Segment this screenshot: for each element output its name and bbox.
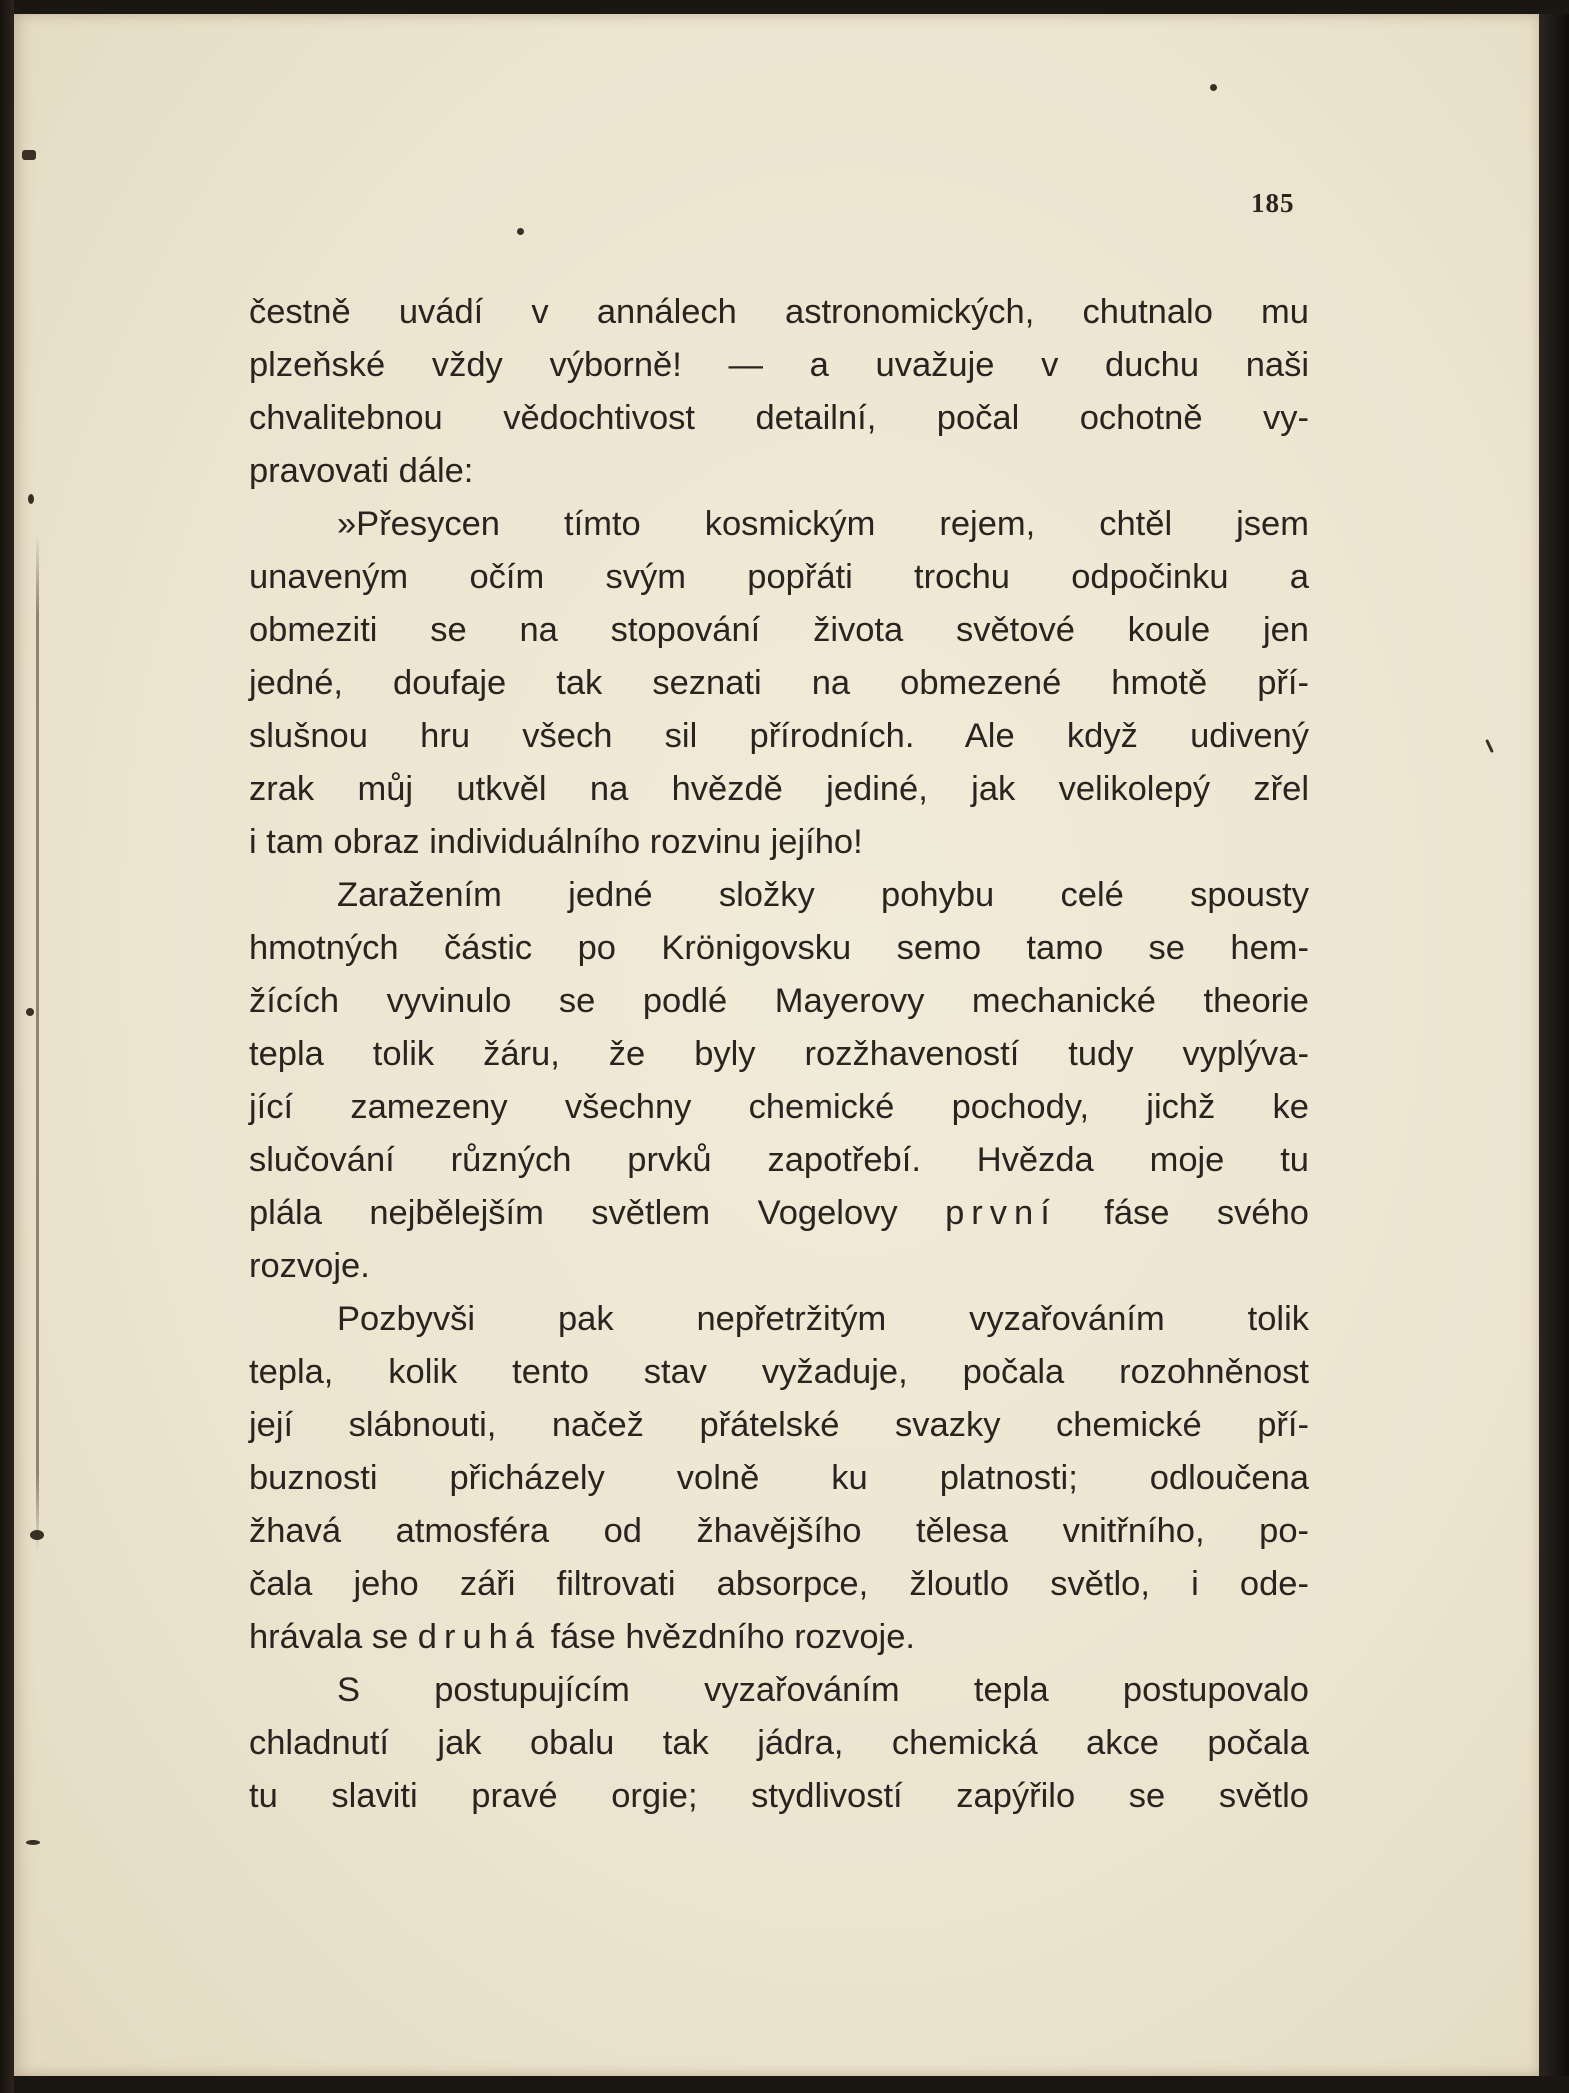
paragraph-start-line: S postupujícím vyzařováním tepla postupovalo <box>337 1671 1309 1709</box>
page-right-edge <box>1539 14 1569 2076</box>
text-line: chvalitebnou vědochtivost detailní, počal ochotně vy- <box>249 399 1309 437</box>
text-line: její slábnouti, načež přátelské svazky chemické pří- <box>249 1406 1309 1444</box>
page-number: 185 <box>1251 188 1295 218</box>
binding-shadow-line <box>36 534 39 1554</box>
text-line: tepla tolik žáru, že byly rozžhaveností tudy vyplýva- <box>249 1035 1309 1073</box>
ink-speck <box>26 1008 34 1016</box>
ink-speck <box>517 228 524 235</box>
ink-speck <box>1485 739 1494 753</box>
text-line <box>249 1187 1309 1240</box>
text-line: obmeziti se na stopování života světové koule jen <box>249 611 1309 649</box>
text-line: žících vyvinulo se podlé Mayerovy mechanické theorie <box>249 982 1309 1020</box>
text-line: chladnutí jak obalu tak jádra, chemická akce počala <box>249 1724 1309 1762</box>
text-line: tepla, kolik tento stav vyžaduje, počala rozohněnost <box>249 1353 1309 1391</box>
text-line: i tam obraz individuálního rozvinu jejího! <box>249 823 863 861</box>
text-line <box>249 1611 1309 1664</box>
ink-speck <box>28 494 34 504</box>
text-line: čala jeho záři filtrovati absorpce, žloutlo světlo, i ode- <box>249 1565 1309 1603</box>
ink-speck <box>30 1530 44 1540</box>
text-segment: fáse hvězdního rozvoje. <box>541 1618 915 1656</box>
text-line: plzeňské vždy výborně! — a uvažuje v duchu naši <box>249 346 1309 384</box>
text-line: žhavá atmosféra od žhavějšího tělesa vnitřního, po- <box>249 1512 1309 1550</box>
text-segment: fáse svého <box>1056 1194 1309 1232</box>
text-line: zrak můj utkvěl na hvězdě jediné, jak velikolepý zřel <box>249 770 1309 808</box>
text-segment: plála nejbělejším světlem Vogelovy <box>249 1194 946 1232</box>
text-line: slušnou hru všech sil přírodních. Ale když udivený <box>249 717 1309 755</box>
ink-speck <box>22 150 36 160</box>
text-line: buznosti přicházely volně ku platnosti; odloučena <box>249 1459 1309 1497</box>
text-line: unaveným očím svým popřáti trochu odpočinku a <box>249 558 1309 596</box>
text-line: hmotných částic po Krönigovsku semo tamo se hem- <box>249 929 1309 967</box>
ink-speck <box>26 1840 40 1845</box>
text-line: čestně uvádí v annálech astronomických, chutnalo mu <box>249 293 1309 331</box>
text-line: tu slaviti pravé orgie; stydlivostí zapýřilo se světlo <box>249 1777 1309 1815</box>
text-line: rozvoje. <box>249 1247 370 1285</box>
text-line: jící zamezeny všechny chemické pochody, jichž ke <box>249 1088 1309 1126</box>
spaced-emphasis: první <box>945 1194 1057 1232</box>
paragraph-start-line: Pozbyvši pak nepřetržitým vyzařováním tolik <box>337 1300 1309 1338</box>
binding-edge <box>0 0 14 2093</box>
book-page <box>14 14 1540 2076</box>
ink-speck <box>1210 84 1217 91</box>
body-text <box>249 286 1309 1823</box>
text-segment: hrávala se <box>249 1618 418 1656</box>
text-line: jedné, doufaje tak seznati na obmezené hmotě pří- <box>249 664 1309 702</box>
paragraph-start-line: »Přesycen tímto kosmickým rejem, chtěl jsem <box>337 505 1309 543</box>
text-line: pravovati dále: <box>249 452 474 490</box>
spaced-emphasis: druhá <box>417 1618 542 1656</box>
paragraph-start-line: Zaražením jedné složky pohybu celé spousty <box>337 876 1309 914</box>
text-line: slučování různých prvků zapotřebí. Hvězda moje tu <box>249 1141 1309 1179</box>
